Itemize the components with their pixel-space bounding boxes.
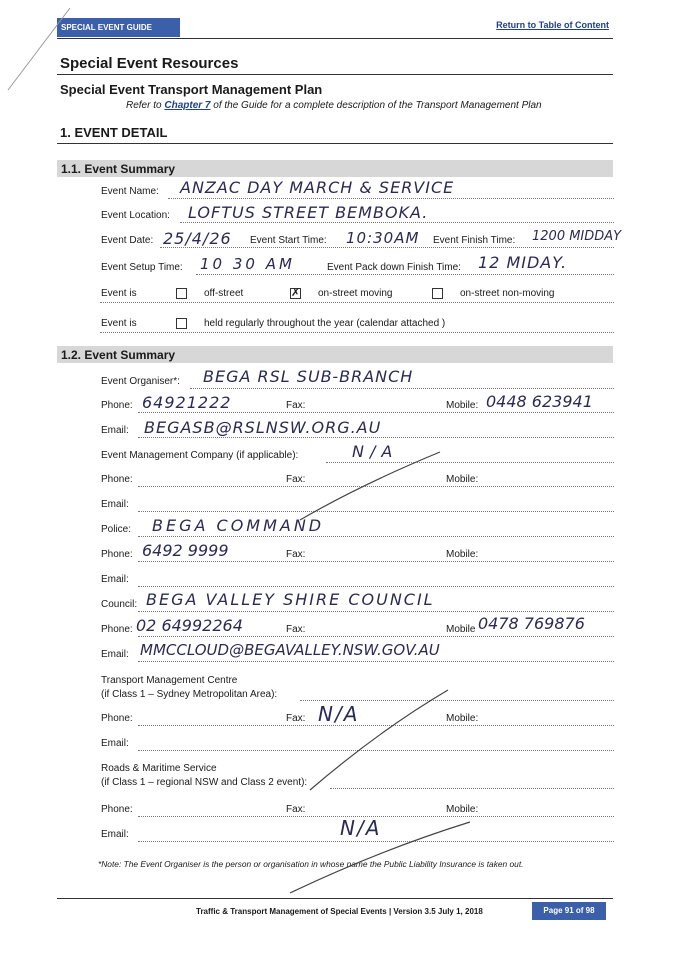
police-phone-value[interactable]: 6492 9999 bbox=[142, 541, 229, 560]
tmc-fax-value[interactable]: N/A bbox=[318, 702, 360, 726]
event-finish-value[interactable]: 1200 MIDDAY bbox=[532, 229, 622, 244]
guide-tab: SPECIAL EVENT GUIDE bbox=[57, 18, 180, 37]
offstreet-label: off-street bbox=[204, 288, 244, 299]
council-fax-label: Fax: bbox=[286, 624, 306, 635]
refer-prefix: Refer to bbox=[126, 100, 165, 111]
org-phone-value[interactable]: 64921222 bbox=[142, 393, 232, 412]
plan-title: Special Event Transport Management Plan bbox=[60, 82, 323, 97]
mgmt-email-label: Email: bbox=[101, 499, 129, 510]
regular-label: held regularly throughout the year (calendar attached ) bbox=[204, 318, 446, 329]
police-email-label: Email: bbox=[101, 574, 129, 585]
council-value[interactable]: BEGA VALLEY SHIRE COUNCIL bbox=[146, 590, 435, 609]
tmc-sub-label: (if Class 1 – Sydney Metropolitan Area): bbox=[101, 689, 278, 700]
mgmt-mobile-label: Mobile: bbox=[446, 474, 479, 485]
event-setup-value[interactable]: 10 30 AM bbox=[200, 255, 295, 273]
event-name-label: Event Name: bbox=[101, 186, 159, 197]
organiser-value[interactable]: BEGA RSL SUB-BRANCH bbox=[203, 367, 414, 386]
council-email-label: Email: bbox=[101, 649, 129, 660]
summary1-heading: 1.1. Event Summary bbox=[61, 162, 176, 176]
corner-mark bbox=[8, 8, 70, 90]
onstreet-moving-checkbox[interactable]: ✗ bbox=[291, 287, 301, 299]
tmc-strike bbox=[310, 690, 448, 790]
council-phone-value[interactable]: 02 64992264 bbox=[136, 616, 243, 635]
refer-suffix: of the Guide for a complete description of the Transport Management Plan bbox=[210, 100, 542, 111]
tmc-fax-label: Fax: bbox=[286, 713, 306, 724]
event-date-value[interactable]: 25/4/26 bbox=[163, 229, 232, 248]
rms-label: Roads & Maritime Service bbox=[101, 763, 217, 774]
mgmt-strike bbox=[300, 452, 440, 520]
mgmt-value[interactable]: N/A bbox=[352, 442, 399, 461]
rms-email-value[interactable]: N/A bbox=[340, 816, 382, 840]
tmc-phone-label: Phone: bbox=[101, 713, 133, 724]
event-setup-label: Event Setup Time: bbox=[101, 262, 183, 273]
rms-sub-label: (if Class 1 – regional NSW and Class 2 event): bbox=[101, 777, 308, 788]
section-title: Special Event Resources bbox=[60, 55, 239, 72]
organiser-label: Event Organiser*: bbox=[101, 376, 180, 387]
event-packdown-value[interactable]: 12 MIDAY. bbox=[478, 253, 568, 272]
rms-mobile-label: Mobile: bbox=[446, 804, 479, 815]
onstreet-nonmoving-label: on-street non-moving bbox=[460, 288, 555, 299]
event-is-label-2: Event is bbox=[101, 318, 137, 329]
org-email-label: Email: bbox=[101, 425, 129, 436]
event-detail-heading: 1. EVENT DETAIL bbox=[60, 125, 168, 140]
organiser-note: *Note: The Event Organiser is the person or organisation in whose name the Public Liability Insurance is taken out. bbox=[98, 859, 524, 869]
council-email-value[interactable]: MMCCLOUD@BEGAVALLEY.NSW.GOV.AU bbox=[140, 641, 440, 659]
onstreet-moving-label: on-street moving bbox=[318, 288, 393, 299]
event-location-value[interactable]: LOFTUS STREET BEMBOKA. bbox=[188, 203, 429, 222]
police-mobile-label: Mobile: bbox=[446, 549, 479, 560]
return-to-toc-link[interactable]: Return to Table of Content bbox=[496, 20, 609, 30]
police-label: Police: bbox=[101, 524, 132, 535]
event-start-value[interactable]: 10:30AM bbox=[346, 229, 420, 247]
council-label: Council: bbox=[101, 599, 138, 610]
mgmt-fax-label: Fax: bbox=[286, 474, 306, 485]
council-phone-label: Phone: bbox=[101, 624, 133, 635]
org-mobile-label: Mobile: bbox=[446, 400, 479, 411]
rms-strike bbox=[290, 822, 470, 893]
council-mobile-label: Mobile bbox=[446, 624, 476, 635]
council-mobile-value[interactable]: 0478 769876 bbox=[478, 614, 585, 633]
chapter-7-link[interactable]: Chapter 7 bbox=[164, 100, 211, 111]
tmc-label: Transport Management Centre bbox=[101, 675, 238, 686]
footer-rule bbox=[57, 898, 613, 899]
footer-text: Traffic & Transport Management of Special Events | Version 3.5 July 1, 2018 bbox=[196, 907, 483, 916]
org-email-value[interactable]: BEGASB@RSLNSW.ORG.AU bbox=[144, 418, 382, 437]
event-location-label: Event Location: bbox=[101, 210, 170, 221]
rms-email-label: Email: bbox=[101, 829, 129, 840]
mgmt-label: Event Management Company (if applicable): bbox=[101, 450, 299, 461]
mgmt-phone-label: Phone: bbox=[101, 474, 133, 485]
rms-phone-label: Phone: bbox=[101, 804, 133, 815]
org-fax-label: Fax: bbox=[286, 400, 306, 411]
event-packdown-label: Event Pack down Finish Time: bbox=[327, 262, 461, 273]
org-phone-label: Phone: bbox=[101, 400, 133, 411]
event-is-label-1: Event is bbox=[101, 288, 137, 299]
event-date-label: Event Date: bbox=[101, 235, 154, 246]
event-finish-label: Event Finish Time: bbox=[433, 235, 516, 246]
rms-fax-label: Fax: bbox=[286, 804, 306, 815]
summary2-heading: 1.2. Event Summary bbox=[61, 348, 176, 362]
tmc-email-label: Email: bbox=[101, 738, 129, 749]
police-fax-label: Fax: bbox=[286, 549, 306, 560]
event-start-label: Event Start Time: bbox=[250, 235, 327, 246]
page-number: Page 91 of 98 bbox=[532, 902, 606, 920]
org-mobile-value[interactable]: 0448 623941 bbox=[486, 392, 593, 411]
police-phone-label: Phone: bbox=[101, 549, 133, 560]
event-name-value[interactable]: ANZAC DAY MARCH & SERVICE bbox=[180, 178, 455, 197]
tmc-mobile-label: Mobile: bbox=[446, 713, 479, 724]
police-value[interactable]: BEGA COMMAND bbox=[152, 516, 325, 535]
